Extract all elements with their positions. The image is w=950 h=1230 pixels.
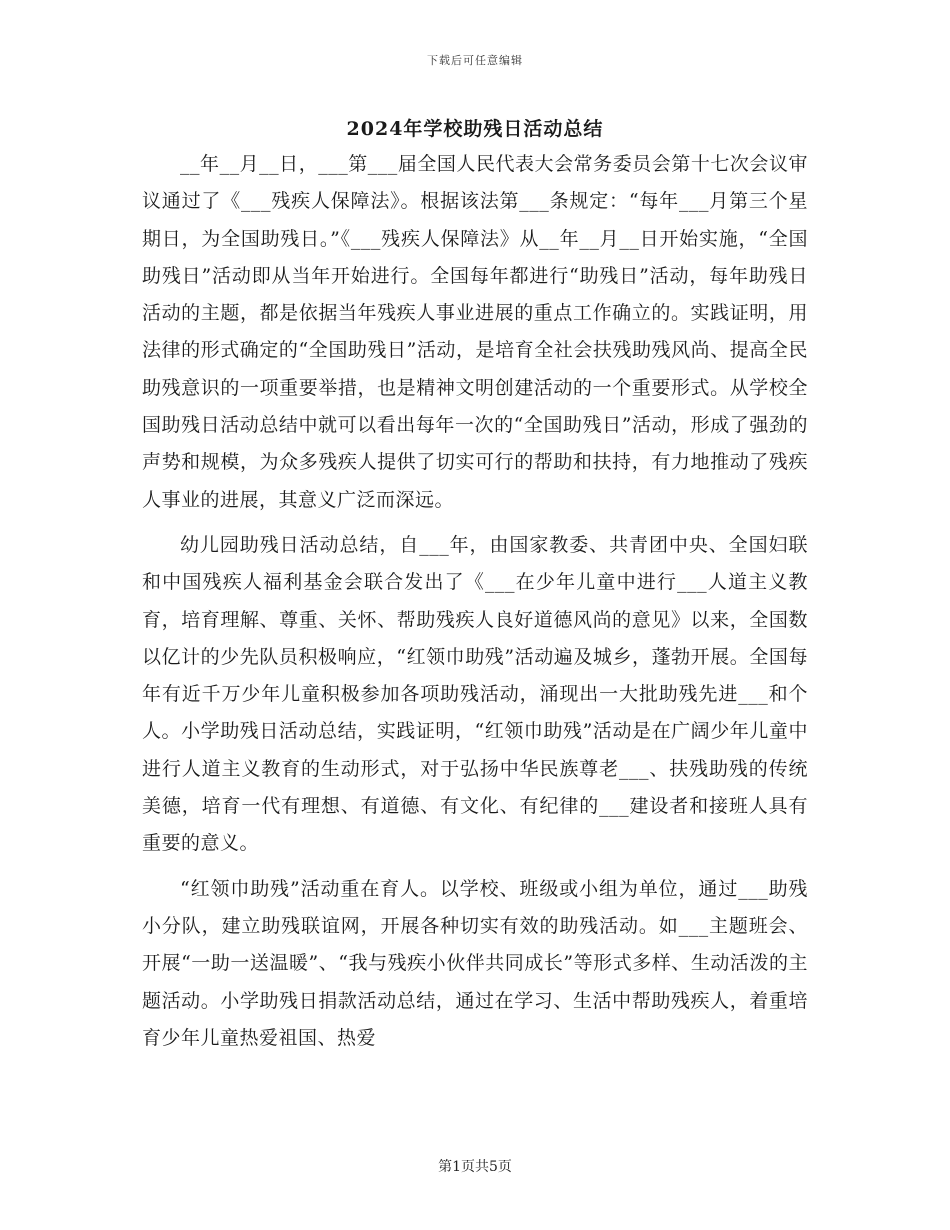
paragraph-1: __年__月__日，___第___届全国人民代表大会常务委员会第十七次会议审议通过了《___残疾人保障法》。根据该法第___条规定：“每年___月第三个星期日，为全国助残日。”《___残疾人保障法》从__年__月__日开始实施，“全国助残日”活动即从当年开始进行。全国每年都进行“助残日”活动，每年助残日活动的主题，都是依据当年残疾人事业进展的重点工作确立的。实践证明，用法律的形式确定的“全国助残日”活动，是培育全社会扶残助残风尚、提高全民助残意识的一项重要举措，也是精神文明创建活动的一个重要形式。从学校全国助残日活动总结中就可以看出每年一次的“全国助残日”活动，形成了强劲的声势和规模，为众多残疾人提供了切实可行的帮助和扶持，有力地推动了残疾人事业的进展，其意义广泛而深远。 xyxy=(142,153,808,511)
page-number-footer: 第1页共5页 xyxy=(438,1159,512,1175)
paragraph-2: 幼儿园助残日活动总结，自___年，由国家教委、共青团中央、全国妇联和中国残疾人福利基金会联合发出了《___在少年儿童中进行___人道主义教育，培育理解、尊重、关怀、帮助残疾人良好道德风尚的意见》以来，全国数以亿计的少先队员积极响应，“红领巾助残”活动遍及城乡，蓬勃开展。全国每年有近千万少年儿童积极参加各项助残活动，涌现出一大批助残先进___和个人。小学助残日活动总结，实践证明，“红领巾助残”活动是在广阔少年儿童中进行人道主义教育的生动形式，对于弘扬中华民族尊老___、扶残助残的传统美德，培育一代有理想、有道德、有文化、有纪律的___建设者和接班人具有重要的意义。 xyxy=(142,533,808,855)
document-body xyxy=(142,146,808,1057)
document-title: 2024年学校助残日活动总结 xyxy=(346,118,604,140)
paragraph-3: “红领巾助残”活动重在育人。以学校、班级或小组为单位，通过___助残小分队，建立助残联谊网，开展各种切实有效的助残活动。如___主题班会、开展“一助一送温暖”、“我与残疾小伙伴共同成长”等形式多样、生动活泼的主题活动。小学助残日捐款活动总结，通过在学习、生活中帮助残疾人，着重培育少年儿童热爱祖国、热爱 xyxy=(142,877,808,1049)
header-note: 下载后可任意编辑 xyxy=(427,54,523,67)
